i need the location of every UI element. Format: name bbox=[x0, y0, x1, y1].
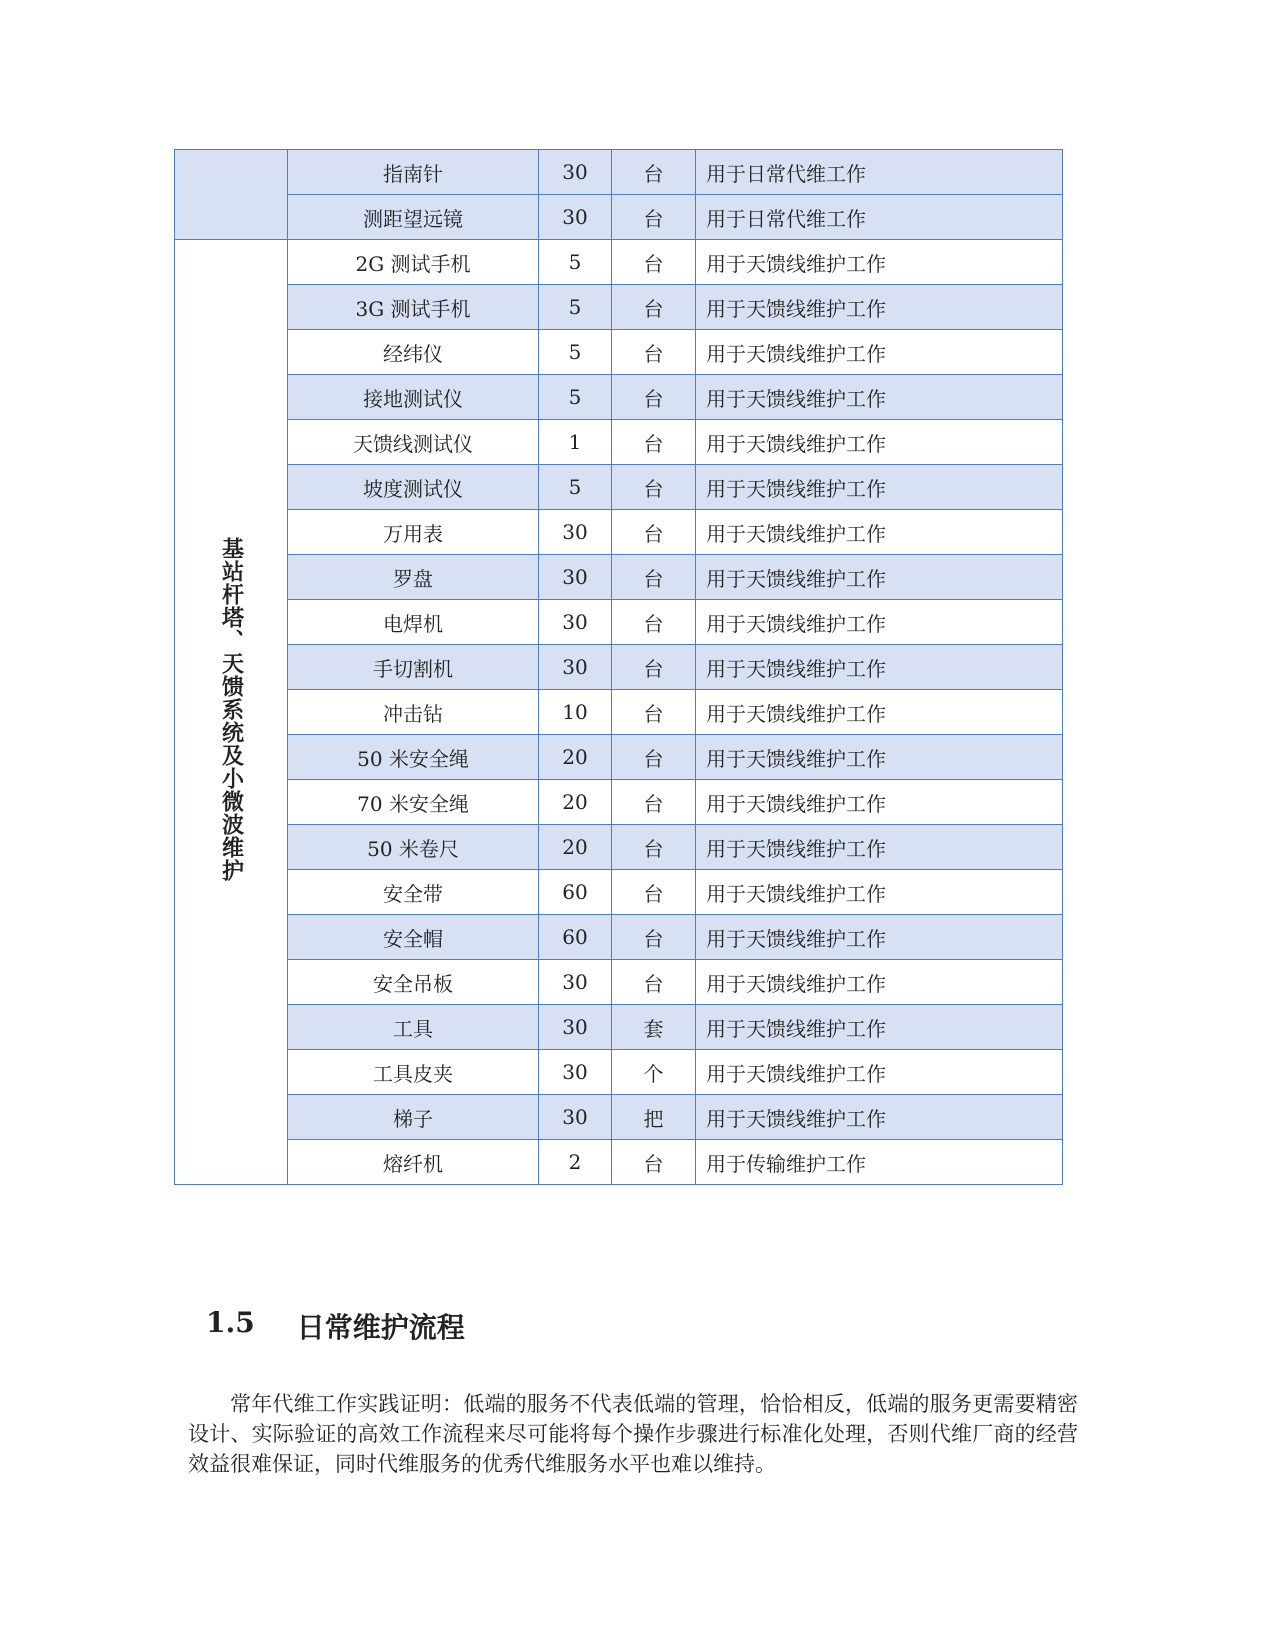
table-row bbox=[175, 555, 1063, 600]
item-qty: 30 bbox=[539, 150, 612, 195]
item-name: 手切割机 bbox=[288, 645, 539, 690]
table-row bbox=[175, 915, 1063, 960]
item-use: 用于天馈线维护工作 bbox=[696, 690, 1063, 735]
item-name: 2G 测试手机 bbox=[288, 240, 539, 285]
table-row bbox=[175, 240, 1063, 285]
item-use: 用于天馈线维护工作 bbox=[696, 870, 1063, 915]
item-unit: 台 bbox=[612, 645, 696, 690]
item-use: 用于天馈线维护工作 bbox=[696, 375, 1063, 420]
item-use: 用于日常代维工作 bbox=[696, 150, 1063, 195]
item-use: 用于天馈线维护工作 bbox=[696, 240, 1063, 285]
item-use: 用于天馈线维护工作 bbox=[696, 825, 1063, 870]
item-qty: 60 bbox=[539, 915, 612, 960]
item-qty: 30 bbox=[539, 195, 612, 240]
item-use: 用于天馈线维护工作 bbox=[696, 1095, 1063, 1140]
table-row bbox=[175, 690, 1063, 735]
item-name: 指南针 bbox=[288, 150, 539, 195]
table-row bbox=[175, 825, 1063, 870]
item-qty: 20 bbox=[539, 825, 612, 870]
body-paragraph: 常年代维工作实践证明：低端的服务不代表低端的管理，恰恰相反，低端的服务更需要精密设计、实际验证的高效工作流程来尽可能将每个操作步骤进行标准化处理，否则代维厂商的经营效益很难保证，同时代维服务的优秀代维服务水平也难以维持。 bbox=[188, 1392, 1078, 1476]
table-row bbox=[175, 645, 1063, 690]
item-use: 用于天馈线维护工作 bbox=[696, 600, 1063, 645]
category-label: 基站杆塔、天馈系统及小微波维护 bbox=[218, 537, 244, 882]
item-qty: 5 bbox=[539, 330, 612, 375]
item-unit: 台 bbox=[612, 960, 696, 1005]
table-row bbox=[175, 195, 1063, 240]
item-use: 用于天馈线维护工作 bbox=[696, 555, 1063, 600]
item-name: 接地测试仪 bbox=[288, 375, 539, 420]
item-name: 70 米安全绳 bbox=[288, 780, 539, 825]
item-use: 用于天馈线维护工作 bbox=[696, 735, 1063, 780]
item-qty: 1 bbox=[539, 420, 612, 465]
item-qty: 10 bbox=[539, 690, 612, 735]
item-name: 50 米安全绳 bbox=[288, 735, 539, 780]
item-unit: 台 bbox=[612, 780, 696, 825]
item-unit: 台 bbox=[612, 600, 696, 645]
item-unit: 个 bbox=[612, 1050, 696, 1095]
item-name: 3G 测试手机 bbox=[288, 285, 539, 330]
item-unit: 台 bbox=[612, 330, 696, 375]
item-use: 用于天馈线维护工作 bbox=[696, 420, 1063, 465]
item-qty: 5 bbox=[539, 465, 612, 510]
item-name: 测距望远镜 bbox=[288, 195, 539, 240]
item-unit: 台 bbox=[612, 555, 696, 600]
item-qty: 30 bbox=[539, 645, 612, 690]
table-row bbox=[175, 780, 1063, 825]
item-use: 用于天馈线维护工作 bbox=[696, 285, 1063, 330]
item-qty: 5 bbox=[539, 285, 612, 330]
item-qty: 30 bbox=[539, 1095, 612, 1140]
item-use: 用于天馈线维护工作 bbox=[696, 330, 1063, 375]
item-qty: 30 bbox=[539, 960, 612, 1005]
table-row bbox=[175, 465, 1063, 510]
item-unit: 台 bbox=[612, 735, 696, 780]
item-use: 用于天馈线维护工作 bbox=[696, 1005, 1063, 1050]
item-unit: 台 bbox=[612, 690, 696, 735]
item-name: 安全吊板 bbox=[288, 960, 539, 1005]
item-name: 经纬仪 bbox=[288, 330, 539, 375]
item-name: 天馈线测试仪 bbox=[288, 420, 539, 465]
section-heading bbox=[206, 1306, 465, 1346]
table-row bbox=[175, 285, 1063, 330]
item-use: 用于天馈线维护工作 bbox=[696, 960, 1063, 1005]
table-row bbox=[175, 1095, 1063, 1140]
item-use: 用于天馈线维护工作 bbox=[696, 510, 1063, 555]
item-name: 工具 bbox=[288, 1005, 539, 1050]
item-qty: 30 bbox=[539, 555, 612, 600]
table-row bbox=[175, 330, 1063, 375]
table-row bbox=[175, 735, 1063, 780]
table-row bbox=[175, 420, 1063, 465]
item-unit: 套 bbox=[612, 1005, 696, 1050]
item-name: 熔纤机 bbox=[288, 1140, 539, 1185]
item-name: 坡度测试仪 bbox=[288, 465, 539, 510]
item-name: 罗盘 bbox=[288, 555, 539, 600]
item-use: 用于传输维护工作 bbox=[696, 1140, 1063, 1185]
item-name: 安全带 bbox=[288, 870, 539, 915]
item-qty: 5 bbox=[539, 375, 612, 420]
item-unit: 台 bbox=[612, 465, 696, 510]
item-unit: 台 bbox=[612, 825, 696, 870]
item-unit: 台 bbox=[612, 240, 696, 285]
category-cell bbox=[175, 240, 288, 1185]
item-name: 梯子 bbox=[288, 1095, 539, 1140]
item-unit: 台 bbox=[612, 150, 696, 195]
table-row bbox=[175, 1140, 1063, 1185]
item-use: 用于天馈线维护工作 bbox=[696, 1050, 1063, 1095]
table-row bbox=[175, 375, 1063, 420]
item-qty: 30 bbox=[539, 1005, 612, 1050]
table-row bbox=[175, 870, 1063, 915]
table-row bbox=[175, 510, 1063, 555]
item-use: 用于天馈线维护工作 bbox=[696, 915, 1063, 960]
item-name: 冲击钻 bbox=[288, 690, 539, 735]
item-unit: 台 bbox=[612, 915, 696, 960]
item-unit: 台 bbox=[612, 1140, 696, 1185]
item-qty: 5 bbox=[539, 240, 612, 285]
item-qty: 20 bbox=[539, 735, 612, 780]
item-unit: 台 bbox=[612, 870, 696, 915]
table-row bbox=[175, 960, 1063, 1005]
item-name: 万用表 bbox=[288, 510, 539, 555]
item-unit: 台 bbox=[612, 195, 696, 240]
table-row bbox=[175, 150, 1063, 195]
item-unit: 台 bbox=[612, 375, 696, 420]
item-use: 用于天馈线维护工作 bbox=[696, 645, 1063, 690]
item-unit: 台 bbox=[612, 420, 696, 465]
item-unit: 把 bbox=[612, 1095, 696, 1140]
category-cell bbox=[175, 150, 288, 240]
item-qty: 60 bbox=[539, 870, 612, 915]
equipment-table bbox=[174, 149, 1063, 1185]
item-name: 工具皮夹 bbox=[288, 1050, 539, 1095]
item-qty: 30 bbox=[539, 600, 612, 645]
table-row bbox=[175, 1050, 1063, 1095]
item-use: 用于天馈线维护工作 bbox=[696, 465, 1063, 510]
item-name: 安全帽 bbox=[288, 915, 539, 960]
item-unit: 台 bbox=[612, 285, 696, 330]
item-qty: 20 bbox=[539, 780, 612, 825]
item-qty: 30 bbox=[539, 1050, 612, 1095]
item-qty: 2 bbox=[539, 1140, 612, 1185]
item-name: 电焊机 bbox=[288, 600, 539, 645]
item-unit: 台 bbox=[612, 510, 696, 555]
table-row bbox=[175, 1005, 1063, 1050]
table-row bbox=[175, 600, 1063, 645]
item-name: 50 米卷尺 bbox=[288, 825, 539, 870]
item-qty: 30 bbox=[539, 510, 612, 555]
section-title: 日常维护流程 bbox=[296, 1311, 465, 1344]
section-number: 1.5 bbox=[206, 1306, 255, 1339]
item-use: 用于日常代维工作 bbox=[696, 195, 1063, 240]
item-use: 用于天馈线维护工作 bbox=[696, 780, 1063, 825]
